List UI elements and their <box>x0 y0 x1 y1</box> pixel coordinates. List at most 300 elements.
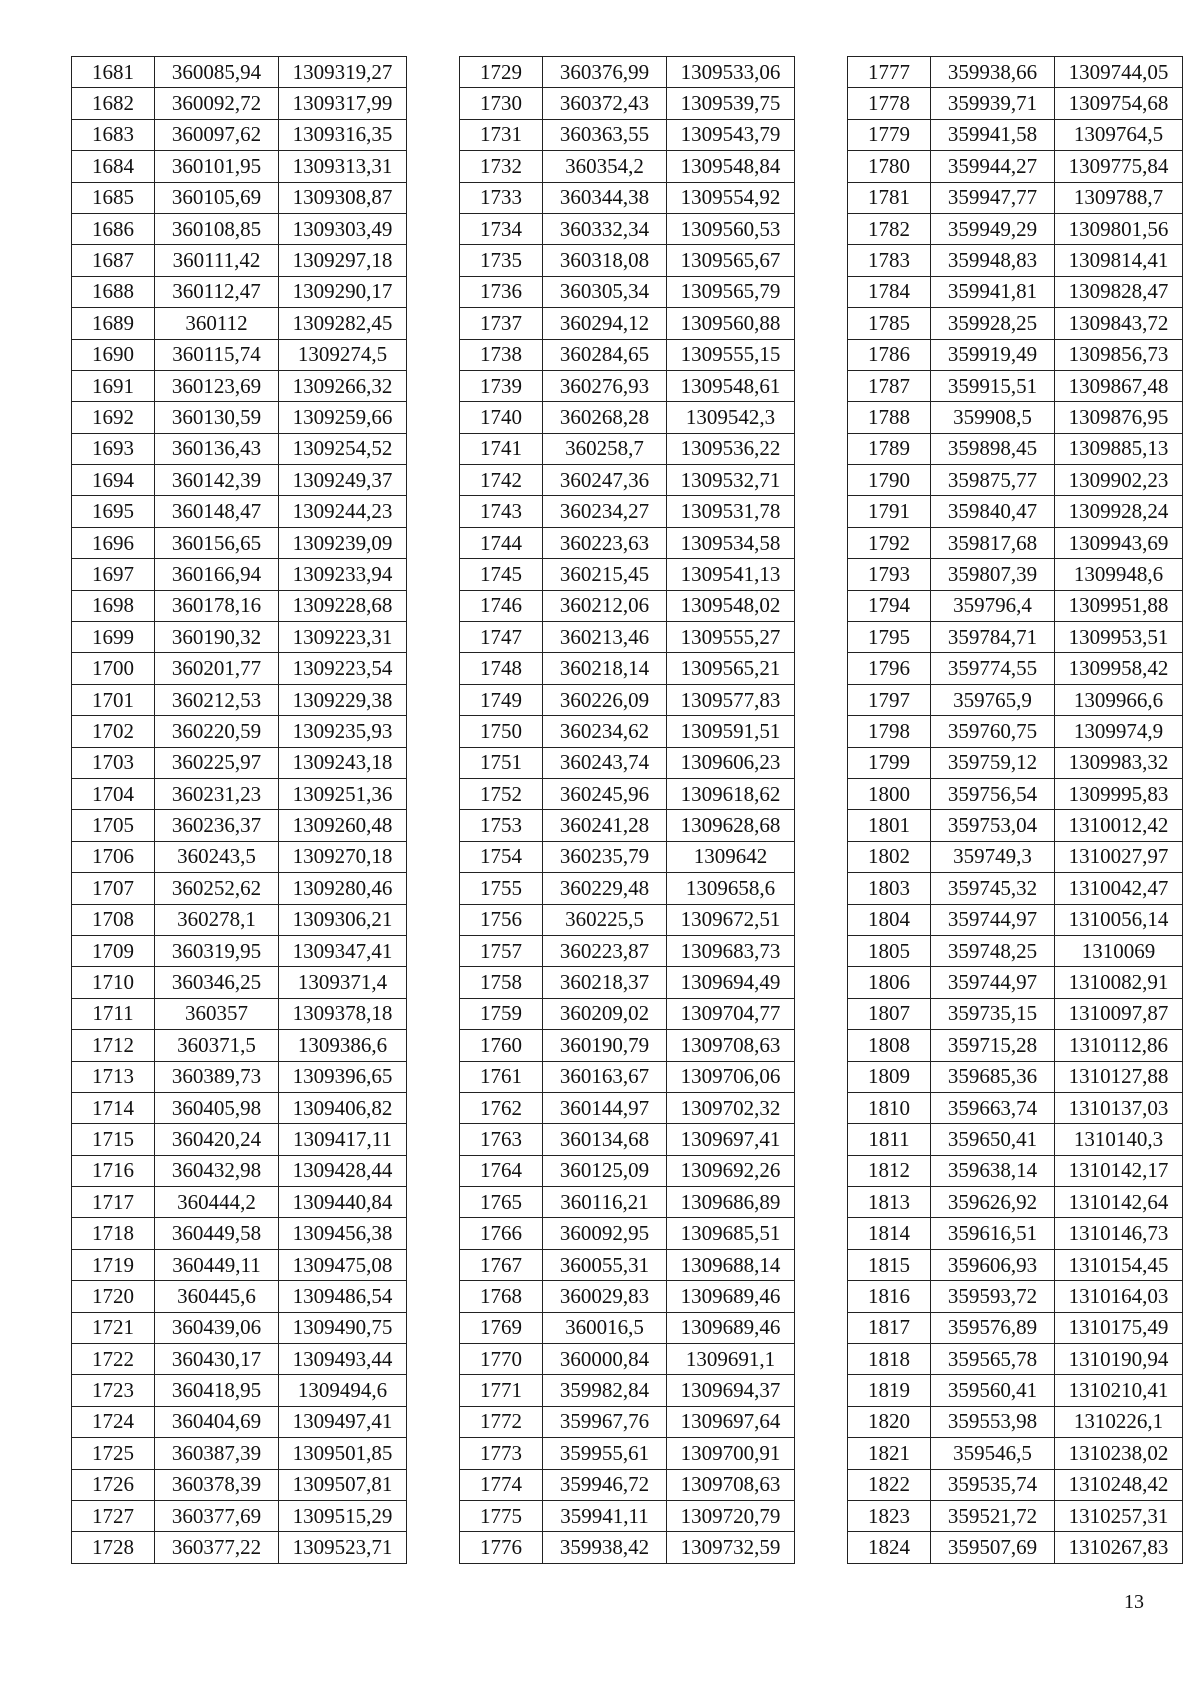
table-row <box>72 935 407 966</box>
x-coordinate-cell: 360439,06 <box>155 1312 279 1343</box>
x-coordinate-cell: 359774,55 <box>931 653 1055 684</box>
y-coordinate-cell: 1309672,51 <box>667 904 795 935</box>
table-row <box>460 1532 795 1563</box>
x-coordinate-cell: 360029,83 <box>543 1281 667 1312</box>
x-coordinate-cell: 360190,32 <box>155 622 279 653</box>
point-number-cell: 1789 <box>848 433 931 464</box>
x-coordinate-cell: 359744,97 <box>931 967 1055 998</box>
y-coordinate-cell: 1309555,27 <box>667 622 795 653</box>
y-coordinate-cell: 1310097,87 <box>1055 998 1183 1029</box>
y-coordinate-cell: 1309555,15 <box>667 339 795 370</box>
y-coordinate-cell: 1309843,72 <box>1055 308 1183 339</box>
point-number-cell: 1699 <box>72 622 155 653</box>
x-coordinate-cell: 360142,39 <box>155 465 279 496</box>
y-coordinate-cell: 1309317,99 <box>279 88 407 119</box>
table-row <box>72 716 407 747</box>
y-coordinate-cell: 1309533,06 <box>667 57 795 88</box>
x-coordinate-cell: 360156,65 <box>155 527 279 558</box>
y-coordinate-cell: 1309223,31 <box>279 622 407 653</box>
point-number-cell: 1765 <box>460 1187 543 1218</box>
x-coordinate-cell: 360218,37 <box>543 967 667 998</box>
table-row <box>460 1155 795 1186</box>
table-row <box>72 684 407 715</box>
point-number-cell: 1771 <box>460 1375 543 1406</box>
point-number-cell: 1785 <box>848 308 931 339</box>
y-coordinate-cell: 1309396,65 <box>279 1061 407 1092</box>
x-coordinate-cell: 360420,24 <box>155 1124 279 1155</box>
y-coordinate-cell: 1309958,42 <box>1055 653 1183 684</box>
y-coordinate-cell: 1309280,46 <box>279 873 407 904</box>
point-number-cell: 1705 <box>72 810 155 841</box>
table-row <box>72 1469 407 1500</box>
x-coordinate-cell: 360134,68 <box>543 1124 667 1155</box>
point-number-cell: 1734 <box>460 213 543 244</box>
y-coordinate-cell: 1309548,02 <box>667 590 795 621</box>
x-coordinate-cell: 359941,11 <box>543 1500 667 1531</box>
x-coordinate-cell: 360229,48 <box>543 873 667 904</box>
coordinate-table-middle <box>459 56 795 1564</box>
x-coordinate-cell: 360332,34 <box>543 213 667 244</box>
table-row <box>848 716 1183 747</box>
point-number-cell: 1704 <box>72 778 155 809</box>
x-coordinate-cell: 360241,28 <box>543 810 667 841</box>
y-coordinate-cell: 1309953,51 <box>1055 622 1183 653</box>
x-coordinate-cell: 359796,4 <box>931 590 1055 621</box>
point-number-cell: 1711 <box>72 998 155 1029</box>
x-coordinate-cell: 360389,73 <box>155 1061 279 1092</box>
y-coordinate-cell: 1309251,36 <box>279 778 407 809</box>
y-coordinate-cell: 1309541,13 <box>667 559 795 590</box>
point-number-cell: 1796 <box>848 653 931 684</box>
table-row <box>848 151 1183 182</box>
y-coordinate-cell: 1309542,3 <box>667 402 795 433</box>
table-row <box>460 935 795 966</box>
y-coordinate-cell: 1309244,23 <box>279 496 407 527</box>
y-coordinate-cell: 1310175,49 <box>1055 1312 1183 1343</box>
x-coordinate-cell: 360116,21 <box>543 1187 667 1218</box>
y-coordinate-cell: 1309239,09 <box>279 527 407 558</box>
point-number-cell: 1684 <box>72 151 155 182</box>
x-coordinate-cell: 360231,23 <box>155 778 279 809</box>
point-number-cell: 1718 <box>72 1218 155 1249</box>
y-coordinate-cell: 1309440,84 <box>279 1187 407 1218</box>
y-coordinate-cell: 1309378,18 <box>279 998 407 1029</box>
x-coordinate-cell: 360105,69 <box>155 182 279 213</box>
point-number-cell: 1818 <box>848 1344 931 1375</box>
table-row <box>72 1500 407 1531</box>
point-number-cell: 1698 <box>72 590 155 621</box>
point-number-cell: 1800 <box>848 778 931 809</box>
y-coordinate-cell: 1309554,92 <box>667 182 795 213</box>
x-coordinate-cell: 359521,72 <box>931 1500 1055 1531</box>
point-number-cell: 1816 <box>848 1281 931 1312</box>
point-number-cell: 1793 <box>848 559 931 590</box>
x-coordinate-cell: 360225,97 <box>155 747 279 778</box>
table-row <box>460 245 795 276</box>
x-coordinate-cell: 360220,59 <box>155 716 279 747</box>
x-coordinate-cell: 360294,12 <box>543 308 667 339</box>
y-coordinate-cell: 1309683,73 <box>667 935 795 966</box>
point-number-cell: 1715 <box>72 1124 155 1155</box>
point-number-cell: 1754 <box>460 841 543 872</box>
table-row <box>72 653 407 684</box>
point-number-cell: 1729 <box>460 57 543 88</box>
point-number-cell: 1777 <box>848 57 931 88</box>
point-number-cell: 1737 <box>460 308 543 339</box>
table-row <box>848 998 1183 1029</box>
table-row <box>460 1061 795 1092</box>
x-coordinate-cell: 359941,58 <box>931 119 1055 150</box>
table-row <box>72 904 407 935</box>
point-number-cell: 1682 <box>72 88 155 119</box>
y-coordinate-cell: 1309704,77 <box>667 998 795 1029</box>
x-coordinate-cell: 360215,45 <box>543 559 667 590</box>
point-number-cell: 1740 <box>460 402 543 433</box>
y-coordinate-cell: 1309702,32 <box>667 1092 795 1123</box>
x-coordinate-cell: 359606,93 <box>931 1249 1055 1280</box>
y-coordinate-cell: 1309428,44 <box>279 1155 407 1186</box>
point-number-cell: 1725 <box>72 1438 155 1469</box>
point-number-cell: 1726 <box>72 1469 155 1500</box>
x-coordinate-cell: 359650,41 <box>931 1124 1055 1155</box>
table-row <box>72 559 407 590</box>
table-row <box>848 810 1183 841</box>
table-row <box>460 653 795 684</box>
point-number-cell: 1721 <box>72 1312 155 1343</box>
table-row <box>72 1344 407 1375</box>
point-number-cell: 1755 <box>460 873 543 904</box>
table-row <box>72 370 407 401</box>
point-number-cell: 1696 <box>72 527 155 558</box>
x-coordinate-cell: 359593,72 <box>931 1281 1055 1312</box>
y-coordinate-cell: 1309417,11 <box>279 1124 407 1155</box>
y-coordinate-cell: 1309228,68 <box>279 590 407 621</box>
table-row <box>460 527 795 558</box>
point-number-cell: 1763 <box>460 1124 543 1155</box>
table-row <box>460 1500 795 1531</box>
x-coordinate-cell: 360418,95 <box>155 1375 279 1406</box>
point-number-cell: 1760 <box>460 1030 543 1061</box>
point-number-cell: 1723 <box>72 1375 155 1406</box>
y-coordinate-cell: 1309966,6 <box>1055 684 1183 715</box>
x-coordinate-cell: 360101,95 <box>155 151 279 182</box>
point-number-cell: 1738 <box>460 339 543 370</box>
y-coordinate-cell: 1309254,52 <box>279 433 407 464</box>
point-number-cell: 1747 <box>460 622 543 653</box>
point-number-cell: 1686 <box>72 213 155 244</box>
y-coordinate-cell: 1309691,1 <box>667 1344 795 1375</box>
y-coordinate-cell: 1310226,1 <box>1055 1406 1183 1437</box>
y-coordinate-cell: 1309347,41 <box>279 935 407 966</box>
y-coordinate-cell: 1309995,83 <box>1055 778 1183 809</box>
y-coordinate-cell: 1309828,47 <box>1055 276 1183 307</box>
table-row <box>460 276 795 307</box>
x-coordinate-cell: 359759,12 <box>931 747 1055 778</box>
table-row <box>460 559 795 590</box>
x-coordinate-cell: 359898,45 <box>931 433 1055 464</box>
y-coordinate-cell: 1309928,24 <box>1055 496 1183 527</box>
y-coordinate-cell: 1309456,38 <box>279 1218 407 1249</box>
y-coordinate-cell: 1309494,6 <box>279 1375 407 1406</box>
point-number-cell: 1733 <box>460 182 543 213</box>
x-coordinate-cell: 360404,69 <box>155 1406 279 1437</box>
page-number: 13 <box>1124 1591 1144 1613</box>
point-number-cell: 1728 <box>72 1532 155 1563</box>
point-number-cell: 1688 <box>72 276 155 307</box>
point-number-cell: 1683 <box>72 119 155 150</box>
x-coordinate-cell: 360201,77 <box>155 653 279 684</box>
point-number-cell: 1746 <box>460 590 543 621</box>
table-row <box>848 465 1183 496</box>
y-coordinate-cell: 1309628,68 <box>667 810 795 841</box>
table-row <box>460 778 795 809</box>
x-coordinate-cell: 360258,7 <box>543 433 667 464</box>
x-coordinate-cell: 359938,42 <box>543 1532 667 1563</box>
x-coordinate-cell: 360000,84 <box>543 1344 667 1375</box>
table-row <box>848 590 1183 621</box>
x-coordinate-cell: 359560,41 <box>931 1375 1055 1406</box>
table-row <box>848 1218 1183 1249</box>
y-coordinate-cell: 1309548,61 <box>667 370 795 401</box>
x-coordinate-cell: 359908,5 <box>931 402 1055 433</box>
x-coordinate-cell: 360363,55 <box>543 119 667 150</box>
table-row <box>848 841 1183 872</box>
point-number-cell: 1713 <box>72 1061 155 1092</box>
x-coordinate-cell: 360166,94 <box>155 559 279 590</box>
point-number-cell: 1745 <box>460 559 543 590</box>
x-coordinate-cell: 359840,47 <box>931 496 1055 527</box>
y-coordinate-cell: 1310210,41 <box>1055 1375 1183 1406</box>
point-number-cell: 1736 <box>460 276 543 307</box>
x-coordinate-cell: 359626,92 <box>931 1187 1055 1218</box>
x-coordinate-cell: 359939,71 <box>931 88 1055 119</box>
table-row <box>848 1281 1183 1312</box>
y-coordinate-cell: 1309708,63 <box>667 1469 795 1500</box>
point-number-cell: 1779 <box>848 119 931 150</box>
point-number-cell: 1801 <box>848 810 931 841</box>
y-coordinate-cell: 1309697,64 <box>667 1406 795 1437</box>
x-coordinate-cell: 359928,25 <box>931 308 1055 339</box>
y-coordinate-cell: 1309606,23 <box>667 747 795 778</box>
point-number-cell: 1803 <box>848 873 931 904</box>
table-row <box>848 778 1183 809</box>
y-coordinate-cell: 1309788,7 <box>1055 182 1183 213</box>
point-number-cell: 1758 <box>460 967 543 998</box>
y-coordinate-cell: 1309233,94 <box>279 559 407 590</box>
x-coordinate-cell: 360449,58 <box>155 1218 279 1249</box>
x-coordinate-cell: 359955,61 <box>543 1438 667 1469</box>
y-coordinate-cell: 1309689,46 <box>667 1312 795 1343</box>
table-row <box>72 841 407 872</box>
table-row <box>848 1375 1183 1406</box>
x-coordinate-cell: 360223,63 <box>543 527 667 558</box>
point-number-cell: 1722 <box>72 1344 155 1375</box>
table-row <box>848 1124 1183 1155</box>
table-row <box>848 213 1183 244</box>
table-row <box>72 1187 407 1218</box>
y-coordinate-cell: 1310137,03 <box>1055 1092 1183 1123</box>
y-coordinate-cell: 1309974,9 <box>1055 716 1183 747</box>
x-coordinate-cell: 360234,27 <box>543 496 667 527</box>
x-coordinate-cell: 360377,69 <box>155 1500 279 1531</box>
x-coordinate-cell: 359784,71 <box>931 622 1055 653</box>
x-coordinate-cell: 360218,14 <box>543 653 667 684</box>
y-coordinate-cell: 1310142,64 <box>1055 1187 1183 1218</box>
table-row <box>460 590 795 621</box>
x-coordinate-cell: 359949,29 <box>931 213 1055 244</box>
table-row <box>848 245 1183 276</box>
x-coordinate-cell: 360223,87 <box>543 935 667 966</box>
point-number-cell: 1735 <box>460 245 543 276</box>
point-number-cell: 1812 <box>848 1155 931 1186</box>
point-number-cell: 1778 <box>848 88 931 119</box>
x-coordinate-cell: 360449,11 <box>155 1249 279 1280</box>
coordinate-table-left <box>71 56 407 1564</box>
table-row <box>72 1312 407 1343</box>
point-number-cell: 1762 <box>460 1092 543 1123</box>
table-row <box>72 402 407 433</box>
y-coordinate-cell: 1309290,17 <box>279 276 407 307</box>
y-coordinate-cell: 1309515,29 <box>279 1500 407 1531</box>
y-coordinate-cell: 1309406,82 <box>279 1092 407 1123</box>
table-row <box>848 1500 1183 1531</box>
x-coordinate-cell: 359765,9 <box>931 684 1055 715</box>
point-number-cell: 1819 <box>848 1375 931 1406</box>
point-number-cell: 1802 <box>848 841 931 872</box>
table-row <box>460 465 795 496</box>
x-coordinate-cell: 360148,47 <box>155 496 279 527</box>
y-coordinate-cell: 1309689,46 <box>667 1281 795 1312</box>
y-coordinate-cell: 1309856,73 <box>1055 339 1183 370</box>
x-coordinate-cell: 360212,53 <box>155 684 279 715</box>
table-row <box>460 57 795 88</box>
y-coordinate-cell: 1309801,56 <box>1055 213 1183 244</box>
coordinate-table-right <box>847 56 1183 1564</box>
table-row <box>460 151 795 182</box>
x-coordinate-cell: 360112,47 <box>155 276 279 307</box>
y-coordinate-cell: 1309229,38 <box>279 684 407 715</box>
y-coordinate-cell: 1309948,6 <box>1055 559 1183 590</box>
table-row <box>848 496 1183 527</box>
point-number-cell: 1814 <box>848 1218 931 1249</box>
y-coordinate-cell: 1309565,79 <box>667 276 795 307</box>
y-coordinate-cell: 1310069 <box>1055 935 1183 966</box>
y-coordinate-cell: 1309274,5 <box>279 339 407 370</box>
point-number-cell: 1724 <box>72 1406 155 1437</box>
point-number-cell: 1697 <box>72 559 155 590</box>
x-coordinate-cell: 360092,95 <box>543 1218 667 1249</box>
point-number-cell: 1783 <box>848 245 931 276</box>
y-coordinate-cell: 1309700,91 <box>667 1438 795 1469</box>
table-row <box>848 1030 1183 1061</box>
x-coordinate-cell: 360108,85 <box>155 213 279 244</box>
point-number-cell: 1774 <box>460 1469 543 1500</box>
y-coordinate-cell: 1309532,71 <box>667 465 795 496</box>
y-coordinate-cell: 1309223,54 <box>279 653 407 684</box>
table-row <box>72 1249 407 1280</box>
point-number-cell: 1727 <box>72 1500 155 1531</box>
point-number-cell: 1807 <box>848 998 931 1029</box>
point-number-cell: 1786 <box>848 339 931 370</box>
table-row <box>72 57 407 88</box>
table-row <box>72 465 407 496</box>
x-coordinate-cell: 360190,79 <box>543 1030 667 1061</box>
table-row <box>848 653 1183 684</box>
x-coordinate-cell: 360209,02 <box>543 998 667 1029</box>
y-coordinate-cell: 1310267,83 <box>1055 1532 1183 1563</box>
y-coordinate-cell: 1309951,88 <box>1055 590 1183 621</box>
table-row <box>460 716 795 747</box>
y-coordinate-cell: 1309560,53 <box>667 213 795 244</box>
table-row <box>848 1469 1183 1500</box>
x-coordinate-cell: 360376,99 <box>543 57 667 88</box>
x-coordinate-cell: 359756,54 <box>931 778 1055 809</box>
table-row <box>848 1155 1183 1186</box>
x-coordinate-cell: 360247,36 <box>543 465 667 496</box>
table-row <box>460 370 795 401</box>
table-row <box>72 151 407 182</box>
point-number-cell: 1691 <box>72 370 155 401</box>
y-coordinate-cell: 1310146,73 <box>1055 1218 1183 1249</box>
point-number-cell: 1769 <box>460 1312 543 1343</box>
table-row <box>460 433 795 464</box>
table-row <box>460 496 795 527</box>
y-coordinate-cell: 1309577,83 <box>667 684 795 715</box>
y-coordinate-cell: 1310190,94 <box>1055 1344 1183 1375</box>
y-coordinate-cell: 1310257,31 <box>1055 1500 1183 1531</box>
point-number-cell: 1709 <box>72 935 155 966</box>
table-row <box>460 684 795 715</box>
x-coordinate-cell: 360163,67 <box>543 1061 667 1092</box>
point-number-cell: 1756 <box>460 904 543 935</box>
table-row <box>848 276 1183 307</box>
y-coordinate-cell: 1310127,88 <box>1055 1061 1183 1092</box>
x-coordinate-cell: 360125,09 <box>543 1155 667 1186</box>
y-coordinate-cell: 1309371,4 <box>279 967 407 998</box>
x-coordinate-cell: 359685,36 <box>931 1061 1055 1092</box>
y-coordinate-cell: 1309658,6 <box>667 873 795 904</box>
y-coordinate-cell: 1309565,21 <box>667 653 795 684</box>
table-row <box>72 1124 407 1155</box>
point-number-cell: 1752 <box>460 778 543 809</box>
table-row <box>460 904 795 935</box>
point-number-cell: 1732 <box>460 151 543 182</box>
x-coordinate-cell: 359749,3 <box>931 841 1055 872</box>
x-coordinate-cell: 360252,62 <box>155 873 279 904</box>
point-number-cell: 1695 <box>72 496 155 527</box>
x-coordinate-cell: 359915,51 <box>931 370 1055 401</box>
y-coordinate-cell: 1309313,31 <box>279 151 407 182</box>
table-row <box>848 1344 1183 1375</box>
table-row <box>72 1061 407 1092</box>
x-coordinate-cell: 360378,39 <box>155 1469 279 1500</box>
point-number-cell: 1690 <box>72 339 155 370</box>
x-coordinate-cell: 360016,5 <box>543 1312 667 1343</box>
point-number-cell: 1788 <box>848 402 931 433</box>
x-coordinate-cell: 359938,66 <box>931 57 1055 88</box>
y-coordinate-cell: 1309306,21 <box>279 904 407 935</box>
x-coordinate-cell: 360445,6 <box>155 1281 279 1312</box>
y-coordinate-cell: 1309531,78 <box>667 496 795 527</box>
table-row <box>460 1218 795 1249</box>
table-row <box>848 308 1183 339</box>
table-row <box>72 433 407 464</box>
y-coordinate-cell: 1309475,08 <box>279 1249 407 1280</box>
x-coordinate-cell: 359946,72 <box>543 1469 667 1500</box>
y-coordinate-cell: 1309260,48 <box>279 810 407 841</box>
y-coordinate-cell: 1310142,17 <box>1055 1155 1183 1186</box>
y-coordinate-cell: 1309539,75 <box>667 88 795 119</box>
